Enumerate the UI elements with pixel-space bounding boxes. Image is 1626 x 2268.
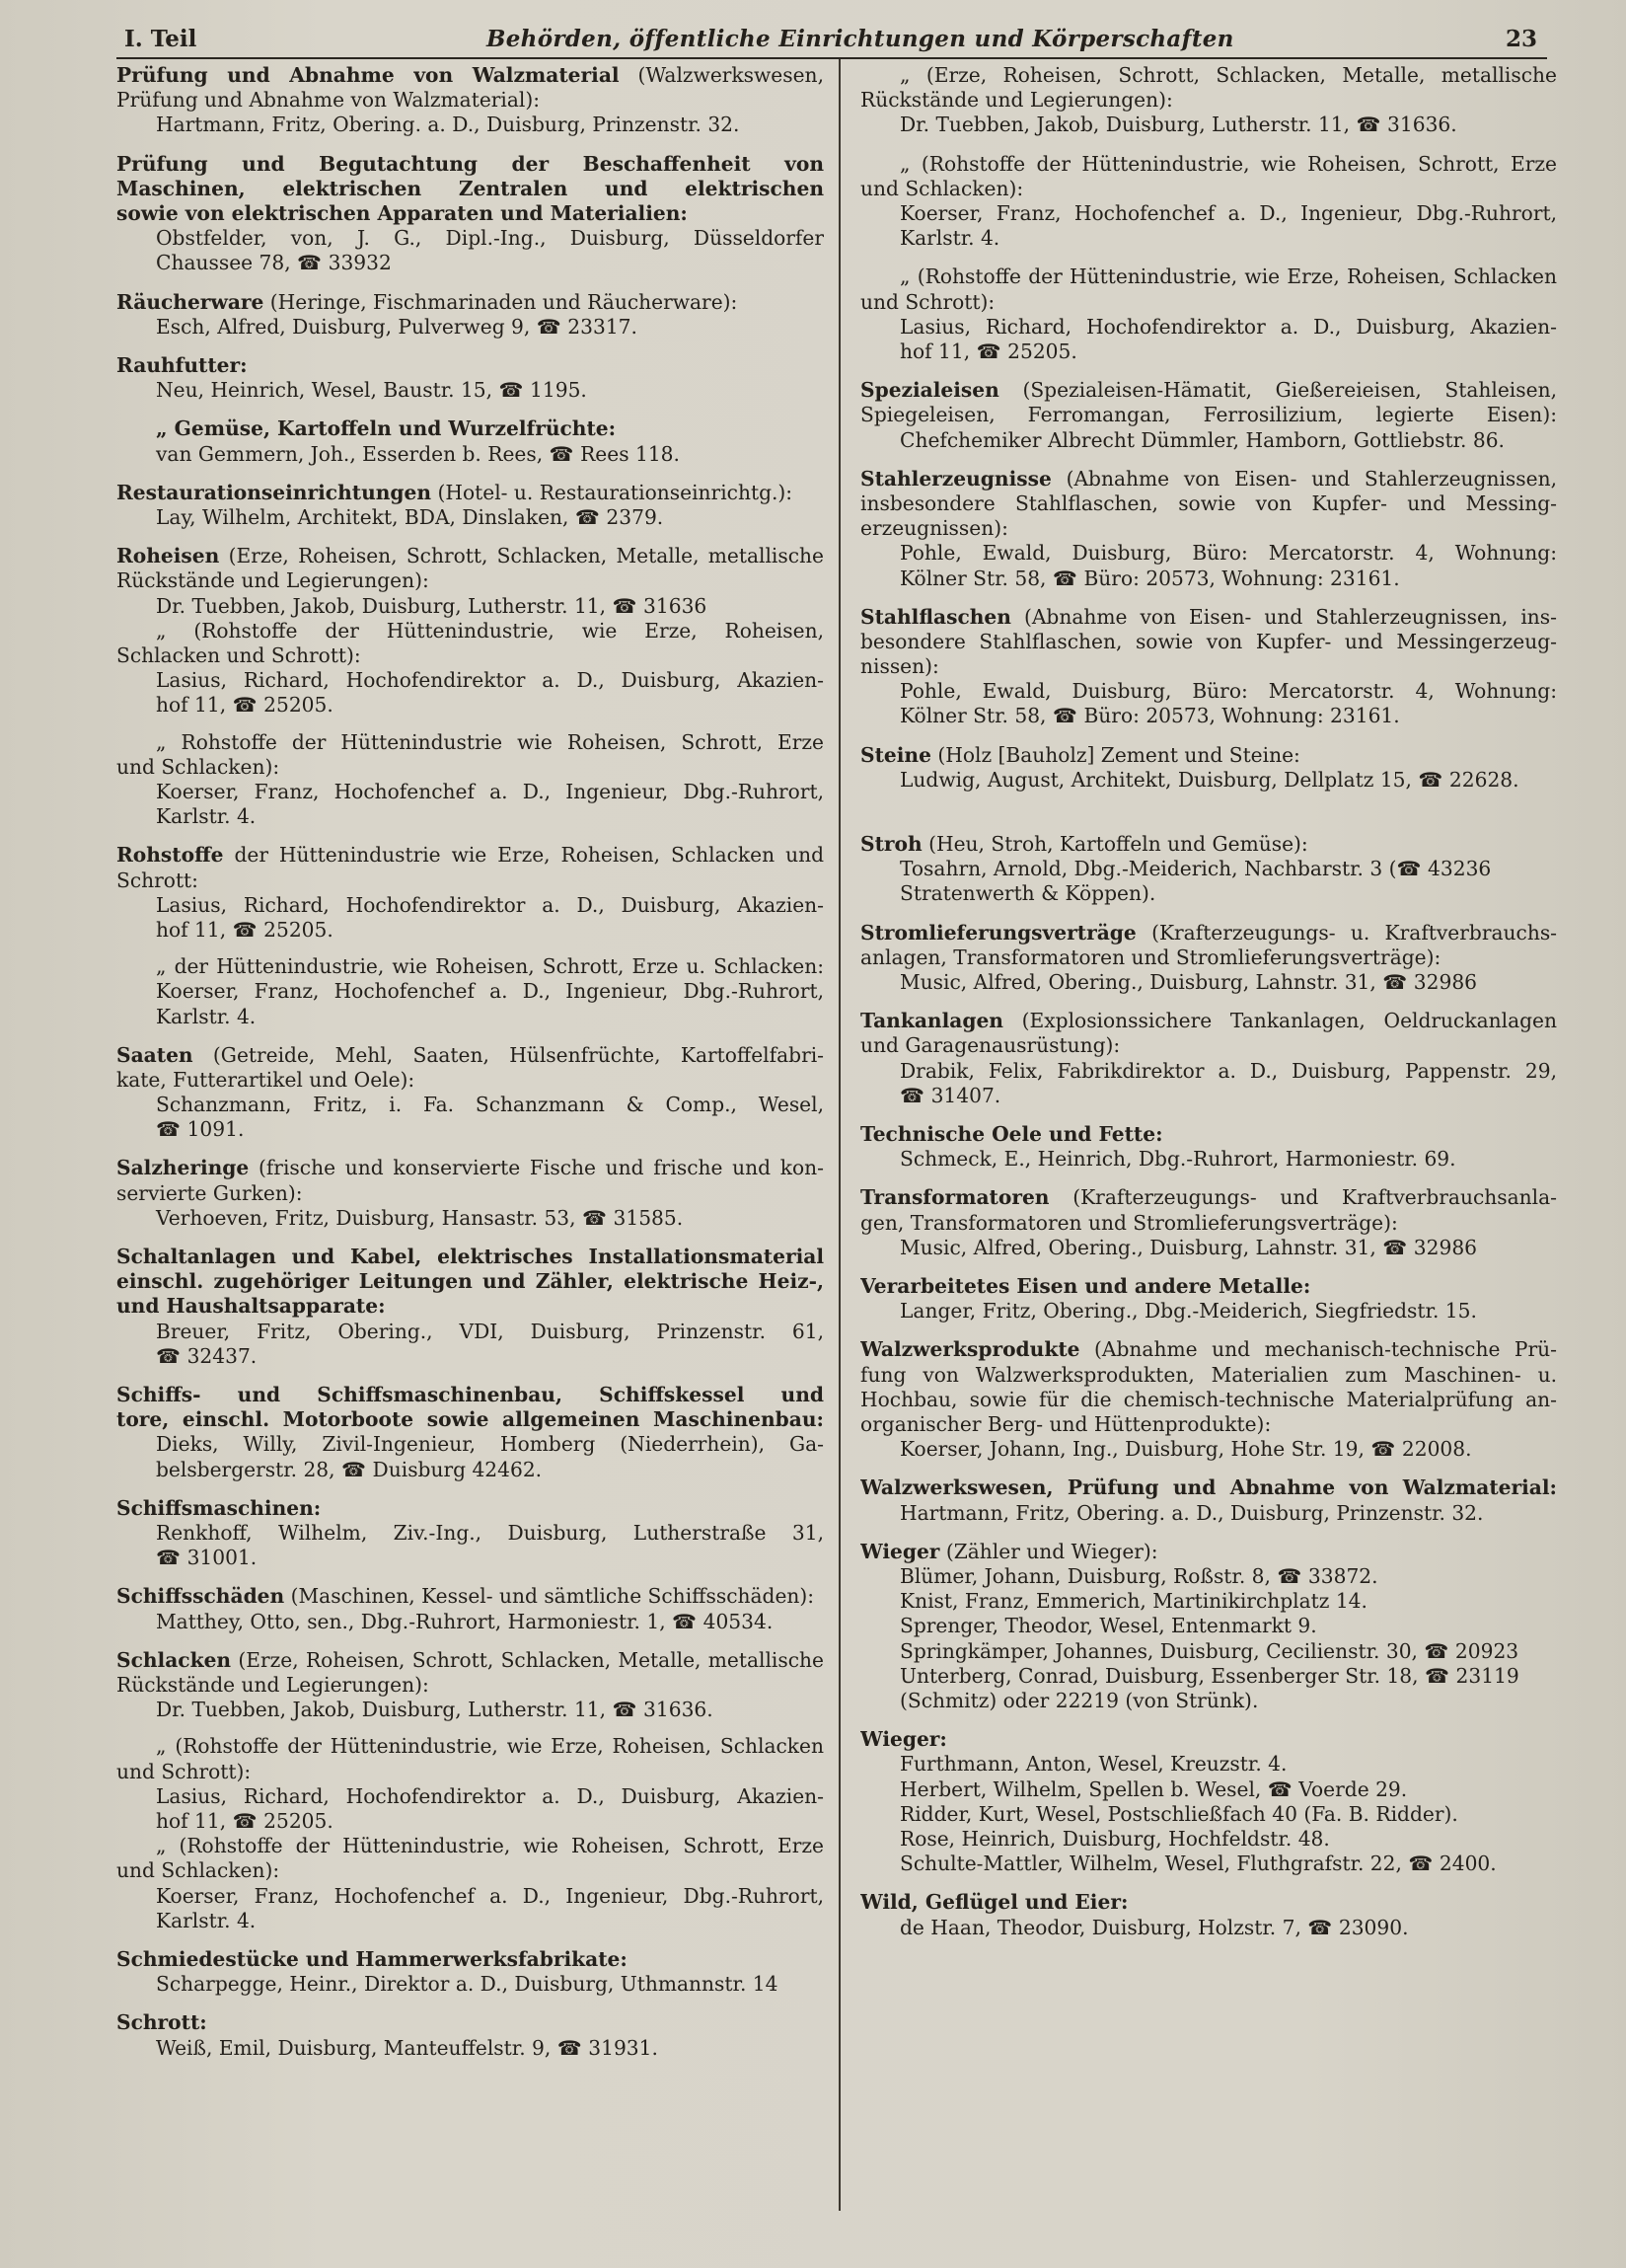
entry-line: Kölner Str. 58, ☎ Büro: 20573, Wohnung: 23161.: [900, 704, 1400, 728]
entry-line: Hartmann, Fritz, Obering. a. D., Duisburg, Prinzenstr. 32.: [156, 113, 740, 137]
category-description: (Heu, Stroh, Kartoffeln und Gemüse):: [922, 832, 1308, 857]
entry-line: besondere Stahlflaschen, sowie von Kupfer- und Messingerzeug-: [860, 629, 1557, 653]
entry-line: „ Rohstoffe der Hüttenindustrie wie Roheisen, Schrott, Erze: [156, 729, 824, 754]
entry-heading-line: [116, 1383, 824, 1407]
entry-line: Blümer, Johann, Duisburg, Roßstr. 8, ☎ 33872.: [900, 1564, 1378, 1589]
entry-line: organischer Berg- und Hüttenprodukte):: [860, 1412, 1272, 1437]
category-heading: Technische Oele und Fette:: [860, 1122, 1163, 1147]
entry-line: Karlstr. 4.: [156, 1004, 257, 1028]
entry-heading-line: [116, 290, 824, 315]
entry-line: ☎ 32437.: [156, 1343, 258, 1368]
category-heading: Prüfung und Begutachtung der Beschaffenheit von: [116, 151, 824, 176]
category-description: (frische und konservierte Fische und frische und kon-: [249, 1156, 824, 1180]
entry-line: Dr. Tuebben, Jakob, Duisburg, Lutherstr. 11, ☎ 31636.: [156, 1698, 713, 1722]
entry-line: ☎ 31001.: [156, 1546, 258, 1570]
directory-entry: [860, 265, 1557, 364]
entry-heading-line: [116, 1648, 824, 1673]
entry-line: Langer, Fritz, Obering., Dbg.-Meiderich, Siegfriedstr. 15.: [900, 1299, 1477, 1323]
directory-entry: [116, 1245, 824, 1369]
category-description: (Hotel- u. Restaurationseinrichtg.):: [431, 480, 793, 504]
category-description: (Walzwerkswesen,: [619, 63, 824, 87]
category-heading: Verarbeitetes Eisen und andere Metalle:: [860, 1274, 1311, 1299]
entry-line: Herbert, Wilhelm, Spellen b. Wesel, ☎ Voerde 29.: [900, 1777, 1408, 1801]
entry-line: Koerser, Franz, Hochofenchef a. D., Ingenieur, Dbg.-Ruhrort,: [156, 979, 824, 1004]
entry-line: fung von Walzwerksprodukten, Materialien zum Maschinen- u.: [860, 1362, 1557, 1387]
category-heading: Wieger:: [860, 1727, 947, 1752]
directory-entry: [116, 353, 824, 403]
entry-line: Lasius, Richard, Hochofendirektor a. D., Duisburg, Akazien-: [156, 668, 824, 693]
entry-heading-line: [116, 1245, 824, 1269]
category-heading: Räucherware: [116, 289, 264, 314]
entry-heading-line: [116, 1584, 824, 1609]
directory-entry: [860, 63, 1557, 138]
category-description: (Erze, Roheisen, Schrott, Schlacken, Metalle, metallische: [231, 1647, 824, 1672]
entry-heading-line: [116, 1407, 824, 1432]
entry-line: de Haan, Theodor, Duisburg, Holzstr. 7, ☎ 23090.: [900, 1915, 1409, 1939]
directory-entry: [116, 481, 824, 530]
entry-line: van Gemmern, Joh., Esserden b. Rees, ☎ Rees 118.: [156, 441, 680, 466]
entry-line: „ (Rohstoffe der Hüttenindustrie, wie Erze, Roheisen, Schlacken: [900, 265, 1557, 289]
category-heading: Roheisen: [116, 544, 220, 568]
directory-entry: [116, 1648, 824, 1933]
entry-line: servierte Gurken):: [116, 1180, 303, 1205]
category-description: (Abnahme und mechanisch-technische Prü-: [1079, 1337, 1557, 1362]
category-heading: Schiffsmaschinen:: [116, 1495, 322, 1520]
entry-line: Schmeck, E., Heinrich, Dbg.-Ruhrort, Harmoniestr. 69.: [900, 1147, 1456, 1172]
entry-line: Furthmann, Anton, Wesel, Kreuzstr. 4.: [900, 1752, 1288, 1777]
entry-line: Rückstände und Legierungen):: [116, 568, 429, 593]
entry-line: hof 11, ☎ 25205.: [156, 693, 333, 718]
entry-line: ☎ 31407.: [900, 1083, 1001, 1107]
directory-entry: [116, 290, 824, 340]
entry-heading-line: [116, 481, 824, 505]
entry-heading-line: [860, 1727, 1557, 1752]
entry-line: Karlstr. 4.: [900, 226, 1000, 251]
entry-line: (Schmitz) oder 22219 (von Strünk).: [900, 1689, 1259, 1713]
category-heading: Walzwerksprodukte: [860, 1337, 1080, 1362]
category-heading: Spezialeisen: [860, 378, 999, 403]
column-divider: [839, 59, 841, 2211]
entry-heading-line: [860, 378, 1557, 403]
running-header: [116, 20, 1547, 59]
entry-line: Ridder, Kurt, Wesel, Postschließfach 40 (Fa. B. Ridder).: [900, 1801, 1458, 1826]
directory-entry: [116, 1043, 824, 1143]
entry-line: Matthey, Otto, sen., Dbg.-Ruhrort, Harmoniestr. 1, ☎ 40534.: [156, 1609, 774, 1633]
category-heading: Schrott:: [116, 2010, 207, 2035]
entry-line: Knist, Franz, Emmerich, Martinikirchplatz 14.: [900, 1589, 1367, 1614]
directory-entry: [860, 743, 1557, 818]
category-heading: „ Gemüse, Kartoffeln und Wurzelfrüchte:: [156, 416, 617, 441]
directory-entry: [860, 1185, 1557, 1260]
entry-line: Lay, Wilhelm, Architekt, BDA, Dinslaken, ☎ 2379.: [156, 504, 664, 529]
category-description: (Abnahme von Eisen- und Stahlerzeugnissen, ins-: [1010, 604, 1557, 629]
category-heading: Schiffsschäden: [116, 1584, 285, 1609]
entry-line: Prüfung und Abnahme von Walzmaterial):: [116, 88, 541, 113]
directory-entry: [116, 1156, 824, 1231]
directory-entry: [860, 152, 1557, 252]
right-column: [860, 63, 1557, 1954]
directory-entry: [860, 832, 1557, 907]
entry-line: Karlstr. 4.: [156, 804, 257, 829]
entry-line: Schrott:: [116, 868, 198, 892]
left-column: [116, 63, 824, 2075]
entry-line: Lasius, Richard, Hochofendirektor a. D., Duisburg, Akazien-: [156, 892, 824, 917]
entry-heading-line: [116, 353, 824, 378]
category-heading: Saaten: [116, 1042, 193, 1067]
directory-entry: [116, 1383, 824, 1482]
entry-line: „ (Rohstoffe der Hüttenindustrie, wie Erze, Roheisen, Schlacken: [156, 1734, 824, 1759]
entry-line: Tosahrn, Arnold, Dbg.-Meiderich, Nachbarstr. 3 (☎ 43236: [900, 857, 1492, 881]
category-description: (Spezialeisen-Hämatit, Gießereieisen, Stahleisen,: [998, 378, 1557, 403]
directory-entry: [860, 1475, 1557, 1525]
entry-heading-line: [860, 1475, 1557, 1500]
entry-line: Koerser, Franz, Hochofenchef a. D., Ingenieur, Dbg.-Ruhrort,: [156, 779, 824, 803]
entry-heading-line: [116, 416, 824, 441]
entry-heading-line: [116, 1156, 824, 1180]
entry-heading-line: [860, 1185, 1557, 1210]
category-heading: Schlacken: [116, 1647, 232, 1672]
category-heading: Rauhfutter:: [116, 352, 248, 377]
directory-entry: [860, 605, 1557, 729]
entry-heading-line: [116, 1043, 824, 1068]
directory-entry: [860, 1540, 1557, 1713]
category-description: (Heringe, Fischmarinaden und Räucherware):: [263, 289, 738, 314]
entry-line: Springkämper, Johannes, Duisburg, Cecilienstr. 30, ☎ 20923: [900, 1638, 1519, 1663]
entry-line: erzeugnissen):: [860, 516, 1008, 541]
entry-line: Rückstände und Legierungen):: [860, 88, 1173, 113]
entry-line: hof 11, ☎ 25205.: [156, 917, 333, 942]
entry-line: Renkhoff, Wilhelm, Ziv.-Ing., Duisburg, Lutherstraße 31,: [156, 1521, 824, 1546]
entry-heading-line: [116, 1947, 824, 1972]
entry-line: Koerser, Johann, Ing., Duisburg, Hohe Str. 19, ☎ 22008.: [900, 1437, 1472, 1462]
entry-line: insbesondere Stahlflaschen, sowie von Kupfer- und Messing-: [860, 491, 1557, 515]
entry-line: Pohle, Ewald, Duisburg, Büro: Mercatorstr. 4, Wohnung:: [900, 541, 1557, 566]
entry-line: Koerser, Franz, Hochofenchef a. D., Ingenieur, Dbg.-Ruhrort,: [156, 1883, 824, 1908]
entry-line: Rose, Heinrich, Duisburg, Hochfeldstr. 48.: [900, 1827, 1330, 1852]
entry-heading-line: [860, 1274, 1557, 1299]
entry-heading-line: [116, 1269, 824, 1294]
entry-line: Sprenger, Theodor, Wesel, Entenmarkt 9.: [900, 1614, 1317, 1638]
entry-heading-line: [860, 1009, 1557, 1033]
entry-heading-line: [116, 201, 824, 226]
directory-entry: [116, 416, 824, 466]
entry-line: Rückstände und Legierungen):: [116, 1673, 429, 1697]
category-description: (Maschinen, Kessel- und sämtliche Schiffsschäden):: [284, 1584, 815, 1609]
entry-heading-line: [116, 2010, 824, 2035]
category-heading: Wieger: [860, 1539, 940, 1563]
entry-line: und Schlacken):: [116, 754, 280, 779]
entry-line: anlagen, Transformatoren und Stromlieferungsverträge):: [860, 945, 1441, 969]
category-heading: tore, einschl. Motorboote sowie allgemeinen Maschinenbau:: [116, 1407, 824, 1432]
entry-line: belsbergerstr. 28, ☎ Duisburg 42462.: [156, 1457, 543, 1481]
category-heading: Wild, Geflügel und Eier:: [860, 1890, 1129, 1915]
entry-line: Dr. Tuebben, Jakob, Duisburg, Lutherstr. 11, ☎ 31636: [156, 593, 707, 618]
entry-heading-line: [860, 921, 1557, 945]
category-description: (Krafterzeugungs- u. Kraftverbrauchs-: [1136, 920, 1557, 945]
entry-line: Ludwig, August, Architekt, Duisburg, Dellplatz 15, ☎ 22628.: [900, 767, 1519, 792]
directory-entry: [116, 1947, 824, 1997]
category-heading: Schiffs- und Schiffsmaschinenbau, Schiffskessel und: [116, 1383, 824, 1407]
directory-entry: [860, 378, 1557, 453]
entry-heading-line: [860, 1540, 1557, 1564]
entry-line: Schlacken und Schrott):: [116, 643, 361, 667]
category-heading: Stahlerzeugnisse: [860, 466, 1052, 491]
entry-line: Pohle, Ewald, Duisburg, Büro: Mercatorstr. 4, Wohnung:: [900, 679, 1557, 704]
entry-line: Stratenwerth & Köppen).: [900, 881, 1156, 906]
entry-line: und Schlacken):: [860, 176, 1024, 200]
entry-heading-line: [116, 544, 824, 568]
entry-heading-line: [116, 843, 824, 868]
category-heading: Schaltanlagen und Kabel, elektrisches Installationsmaterial: [116, 1245, 824, 1269]
section-title: Behörden, öffentliche Einrichtungen und Körperschaften: [486, 26, 1234, 52]
directory-entry: [116, 544, 824, 829]
entry-line: Hartmann, Fritz, Obering. a. D., Duisburg, Prinzenstr. 32.: [900, 1500, 1484, 1525]
entry-heading-line: [116, 1496, 824, 1521]
entry-line: Lasius, Richard, Hochofendirektor a. D., Duisburg, Akazien-: [900, 314, 1557, 339]
directory-entry: [116, 1496, 824, 1571]
entry-line: Unterberg, Conrad, Duisburg, Essenberger Str. 18, ☎ 23119: [900, 1663, 1519, 1688]
category-heading: Maschinen, elektrischen Zentralen und elektrischen: [116, 176, 824, 200]
entry-line: Karlstr. 4.: [156, 1908, 257, 1932]
entry-line: Scharpegge, Heinr., Direktor a. D., Duisburg, Uthmannstr. 14: [156, 1972, 778, 1997]
entry-line: Kölner Str. 58, ☎ Büro: 20573, Wohnung: 23161.: [900, 566, 1400, 590]
category-description: der Hüttenindustrie wie Erze, Roheisen, Schlacken und: [223, 843, 824, 868]
entry-line: Weiß, Emil, Duisburg, Manteuffelstr. 9, ☎ 31931.: [156, 2035, 658, 2060]
entry-line: und Schrott):: [116, 1759, 252, 1783]
directory-entry: [860, 1337, 1557, 1462]
entry-heading-line: [116, 152, 824, 177]
category-description: (Krafterzeugungs- und Kraftverbrauchsanla-: [1049, 1185, 1557, 1210]
entry-heading-line: [116, 63, 824, 88]
entry-line: „ (Rohstoffe der Hüttenindustrie, wie Roheisen, Schrott, Erze: [156, 1834, 824, 1858]
entry-heading-line: [116, 1294, 824, 1319]
entry-line: Verhoeven, Fritz, Duisburg, Hansastr. 53, ☎ 31585.: [156, 1205, 684, 1230]
entry-line: Neu, Heinrich, Wesel, Baustr. 15, ☎ 1195.: [156, 378, 587, 403]
entry-line: Dieks, Willy, Zivil-Ingenieur, Homberg (Niederrhein), Ga-: [156, 1432, 824, 1457]
directory-entry: [116, 843, 824, 1028]
category-heading: Salzheringe: [116, 1156, 250, 1180]
category-heading: Restaurationseinrichtungen: [116, 480, 432, 504]
entry-line: Koerser, Franz, Hochofenchef a. D., Ingenieur, Dbg.-Ruhrort,: [900, 200, 1557, 225]
entry-line: nissen):: [860, 654, 939, 679]
entry-heading-line: [860, 1122, 1557, 1147]
entry-line: Music, Alfred, Obering., Duisburg, Lahnstr. 31, ☎ 32986: [900, 1235, 1478, 1259]
entry-line: Drabik, Felix, Fabrikdirektor a. D., Duisburg, Pappenstr. 29,: [900, 1058, 1557, 1083]
entry-line: ☎ 1091.: [156, 1117, 245, 1142]
category-heading: Transformatoren: [860, 1185, 1050, 1210]
entry-line: Lasius, Richard, Hochofendirektor a. D., Duisburg, Akazien-: [156, 1783, 824, 1808]
directory-entry: [860, 1122, 1557, 1172]
category-heading: Walzwerkswesen, Prüfung und Abnahme von Walzmaterial:: [860, 1475, 1557, 1500]
entry-line: Breuer, Fritz, Obering., VDI, Duisburg, Prinzenstr. 61,: [156, 1319, 824, 1343]
entry-line: „ (Erze, Roheisen, Schrott, Schlacken, Metalle, metallische: [900, 63, 1557, 87]
entry-line: „ (Rohstoffe der Hüttenindustrie, wie Erze, Roheisen,: [156, 618, 824, 643]
entry-line: Spiegeleisen, Ferromangan, Ferrosilizium, legierte Eisen):: [860, 403, 1557, 427]
directory-entry: [116, 63, 824, 138]
entry-line: hof 11, ☎ 25205.: [900, 339, 1077, 363]
entry-line: hof 11, ☎ 25205.: [156, 1808, 333, 1833]
entry-line: Schanzmann, Fritz, i. Fa. Schanzmann & Comp., Wesel,: [156, 1093, 824, 1117]
category-description: (Erze, Roheisen, Schrott, Schlacken, Metalle, metallische: [219, 544, 824, 568]
category-heading: sowie von elektrischen Apparaten und Materialien:: [116, 200, 688, 225]
part-label: I. Teil: [124, 26, 197, 52]
directory-entry: [116, 2010, 824, 2060]
entry-heading-line: [860, 605, 1557, 630]
category-heading: einschl. zugehöriger Leitungen und Zähler, elektrische Heiz-,: [116, 1269, 824, 1294]
category-description: (Holz [Bauholz] Zement und Steine:: [930, 742, 1300, 767]
category-heading: Schmiedestücke und Hammerwerksfabrikate:: [116, 1946, 628, 1971]
category-heading: Tankanlagen: [860, 1009, 1003, 1033]
directory-entry: [116, 152, 824, 276]
entry-line: Schulte-Mattler, Wilhelm, Wesel, Fluthgrafstr. 22, ☎ 2400.: [900, 1852, 1497, 1876]
category-heading: Prüfung und Abnahme von Walzmaterial: [116, 63, 620, 87]
entry-line: kate, Futterartikel und Oele):: [116, 1067, 415, 1092]
entry-line: und Schrott):: [860, 289, 996, 314]
entry-heading-line: [860, 1337, 1557, 1362]
category-description: (Getreide, Mehl, Saaten, Hülsenfrüchte, Kartoffelfabri-: [192, 1042, 824, 1067]
category-heading: Steine: [860, 742, 931, 767]
entry-heading-line: [860, 1890, 1557, 1915]
entry-line: gen, Transformatoren und Stromlieferungsverträge):: [860, 1210, 1398, 1235]
entry-line: und Garagenausrüstung):: [860, 1033, 1121, 1058]
entry-line: Dr. Tuebben, Jakob, Duisburg, Lutherstr. 11, ☎ 31636.: [900, 113, 1457, 137]
category-description: (Abnahme von Eisen- und Stahlerzeugnissen,: [1051, 466, 1557, 491]
directory-entry: [860, 1727, 1557, 1876]
directory-entry: [860, 1274, 1557, 1323]
category-heading: Stroh: [860, 832, 923, 857]
category-heading: und Haushaltsapparate:: [116, 1294, 386, 1319]
directory-entry: [860, 467, 1557, 591]
entry-line: „ der Hüttenindustrie, wie Roheisen, Schrott, Erze u. Schlacken:: [156, 954, 824, 979]
entry-heading-line: [860, 832, 1557, 857]
entry-line: Hochbau, sowie für die chemisch-technische Materialprüfung an-: [860, 1387, 1557, 1411]
entry-line: und Schlacken):: [116, 1858, 280, 1883]
directory-entry: [860, 1009, 1557, 1108]
category-description: (Explosionssichere Tankanlagen, Oeldruckanlagen: [1002, 1009, 1557, 1033]
directory-entry: [860, 1890, 1557, 1939]
directory-entry: [860, 921, 1557, 996]
entry-line: Chefchemiker Albrecht Dümmler, Hamborn, Gottliebstr. 86.: [900, 427, 1505, 452]
category-description: (Zähler und Wieger):: [939, 1539, 1158, 1563]
entry-heading-line: [860, 467, 1557, 491]
entry-heading-line: [860, 743, 1557, 768]
page-number: 23: [1505, 26, 1537, 52]
entry-line: Music, Alfred, Obering., Duisburg, Lahnstr. 31, ☎ 32986: [900, 970, 1478, 995]
category-heading: Rohstoffe: [116, 843, 224, 868]
entry-line: Obstfelder, von, J. G., Dipl.-Ing., Duisburg, Düsseldorfer: [156, 226, 824, 251]
entry-line: Chaussee 78, ☎ 33932: [156, 251, 392, 275]
category-heading: Stahlflaschen: [860, 604, 1011, 629]
entry-line: Esch, Alfred, Duisburg, Pulverweg 9, ☎ 23317.: [156, 314, 637, 339]
directory-entry: [116, 1584, 824, 1633]
entry-heading-line: [116, 177, 824, 201]
category-heading: Stromlieferungsverträge: [860, 920, 1137, 945]
entry-line: „ (Rohstoffe der Hüttenindustrie, wie Roheisen, Schrott, Erze: [900, 151, 1557, 176]
